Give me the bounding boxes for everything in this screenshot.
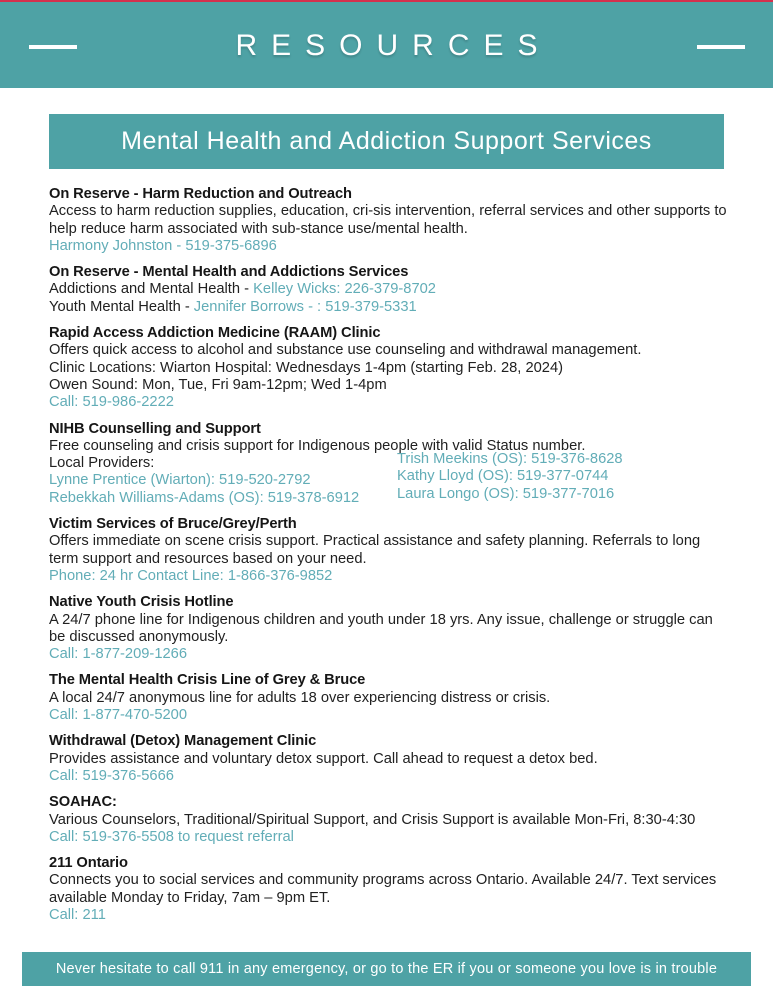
contact-link[interactable]: Call: 519-986-2222 bbox=[49, 394, 174, 411]
section-line bbox=[49, 238, 727, 255]
resource-section bbox=[49, 855, 727, 924]
section-line bbox=[49, 812, 727, 829]
text-span: Addictions and Mental Health - bbox=[49, 281, 254, 298]
resource-section bbox=[49, 794, 727, 846]
text-span: Owen Sound: Mon, Tue, Fri 9am-12pm; Wed 1-4pm bbox=[49, 376, 387, 393]
section-heading: 211 Ontario bbox=[49, 855, 128, 872]
contact-link[interactable]: Call: 519-376-5666 bbox=[49, 767, 174, 784]
page-header bbox=[0, 2, 773, 88]
emergency-footer-text: Never hesitate to call 911 in any emergency, or go to the ER if you or someone you love is in trouble bbox=[55, 961, 718, 977]
section-line bbox=[49, 829, 727, 846]
resource-section bbox=[49, 594, 727, 663]
section-line bbox=[49, 342, 727, 359]
contact-link[interactable]: Harmony Johnston - 519-375-6896 bbox=[49, 237, 277, 254]
section-line bbox=[397, 486, 727, 503]
contact-link[interactable]: Lynne Prentice (Wiarton): 519-520-2792 bbox=[49, 472, 311, 489]
section-heading: SOAHAC: bbox=[49, 794, 117, 811]
contact-link[interactable]: Kathy Lloyd (OS): 519-377-0744 bbox=[397, 468, 609, 485]
section-banner-title: Mental Health and Addiction Support Services bbox=[121, 127, 652, 155]
resource-section bbox=[49, 325, 727, 411]
contact-link[interactable]: Rebekkah Williams-Adams (OS): 519-378-6912 bbox=[49, 489, 360, 506]
section-line bbox=[49, 203, 727, 238]
section-heading: Victim Services of Bruce/Grey/Perth bbox=[49, 516, 297, 533]
text-span: Provides assistance and voluntary detox support. Call ahead to request a detox bed. bbox=[49, 750, 598, 767]
resource-section bbox=[49, 186, 727, 255]
section-heading: Rapid Access Addiction Medicine (RAAM) Clinic bbox=[49, 325, 381, 342]
contact-link[interactable]: Laura Longo (OS): 519-377-7016 bbox=[397, 485, 615, 502]
section-line bbox=[49, 872, 727, 907]
resource-section bbox=[49, 672, 727, 724]
contact-link[interactable]: Trish Meekins (OS): 519-376-8628 bbox=[397, 451, 623, 468]
resource-section bbox=[49, 264, 727, 316]
header-dash-right-icon bbox=[697, 45, 745, 49]
contact-link[interactable]: Call: 1-877-470-5200 bbox=[49, 707, 187, 724]
providers-column-left bbox=[49, 455, 397, 507]
section-line bbox=[397, 468, 727, 485]
section-heading: On Reserve - Mental Health and Addictions Services bbox=[49, 264, 409, 281]
text-span: A 24/7 phone line for Indigenous children and youth under 18 yrs. Any issue, challenge or struggle can be discussed anonymously. bbox=[49, 611, 713, 645]
contact-link[interactable]: Phone: 24 hr Contact Line: 1-866-376-9852 bbox=[49, 567, 333, 584]
section-line bbox=[49, 299, 727, 316]
section-line bbox=[49, 360, 727, 377]
text-span: Youth Mental Health - bbox=[49, 298, 194, 315]
section-line bbox=[49, 455, 397, 472]
section-heading: Withdrawal (Detox) Management Clinic bbox=[49, 733, 317, 750]
contact-link[interactable]: Call: 211 bbox=[49, 906, 106, 923]
section-line bbox=[49, 377, 727, 394]
section-line bbox=[397, 451, 727, 468]
resource-section bbox=[49, 733, 727, 785]
contact-link[interactable]: Jennifer Borrows - : 519-379-5331 bbox=[193, 298, 417, 315]
section-line bbox=[49, 281, 727, 298]
resource-list bbox=[49, 186, 727, 933]
providers-column-right bbox=[397, 451, 727, 507]
contact-link[interactable]: Call: 1-877-209-1266 bbox=[49, 646, 187, 663]
page-title: RESOURCES bbox=[235, 29, 552, 62]
emergency-footer-banner bbox=[22, 952, 751, 986]
text-span: Local Providers: bbox=[49, 455, 155, 472]
section-line bbox=[49, 612, 727, 647]
section-line bbox=[49, 707, 727, 724]
resource-section bbox=[49, 516, 727, 585]
contact-link[interactable]: Call: 519-376-5508 to request referral bbox=[49, 828, 294, 845]
section-heading: The Mental Health Crisis Line of Grey & Bruce bbox=[49, 672, 366, 689]
section-line bbox=[49, 751, 727, 768]
section-line bbox=[49, 394, 727, 411]
section-line bbox=[49, 768, 727, 785]
section-heading: On Reserve - Harm Reduction and Outreach bbox=[49, 186, 352, 202]
text-span: Offers immediate on scene crisis support. Practical assistance and safety planning. Referrals to long term support and resources based on your need. bbox=[49, 533, 701, 567]
text-span: Access to harm reduction supplies, education, cri-sis intervention, referral services and other supports to help reduce harm associated with sub-stance use/mental health. bbox=[49, 203, 727, 237]
section-line bbox=[49, 646, 727, 663]
providers-columns bbox=[49, 451, 727, 507]
resource-section bbox=[49, 421, 727, 507]
contact-link[interactable]: Kelley Wicks: 226-379-8702 bbox=[253, 281, 436, 298]
text-span: Free counseling and crisis support for Indigenous people with valid Status number. bbox=[49, 437, 586, 454]
section-heading: NIHB Counselling and Support bbox=[49, 420, 261, 437]
text-span: Connects you to social services and community programs across Ontario. Available 24/7. Text services available Monday to Friday, 7am – 9pm ET. bbox=[49, 872, 717, 906]
section-line bbox=[49, 472, 397, 489]
section-banner bbox=[49, 114, 724, 169]
text-span: Clinic Locations: Wiarton Hospital: Wednesdays 1-4pm (starting Feb. 28, 2024) bbox=[49, 359, 564, 376]
section-line bbox=[49, 490, 397, 507]
section-line bbox=[49, 568, 727, 585]
text-span: Various Counselors, Traditional/Spiritual Support, and Crisis Support is available Mon-Fri, 8:30-4:30 bbox=[49, 811, 696, 828]
section-line bbox=[49, 690, 727, 707]
section-heading: Native Youth Crisis Hotline bbox=[49, 594, 234, 611]
text-span: Offers quick access to alcohol and substance use counseling and withdrawal management. bbox=[49, 342, 642, 359]
text-span: A local 24/7 anonymous line for adults 18 over experiencing distress or crisis. bbox=[49, 689, 551, 706]
section-line bbox=[49, 533, 727, 568]
section-line bbox=[49, 907, 727, 924]
